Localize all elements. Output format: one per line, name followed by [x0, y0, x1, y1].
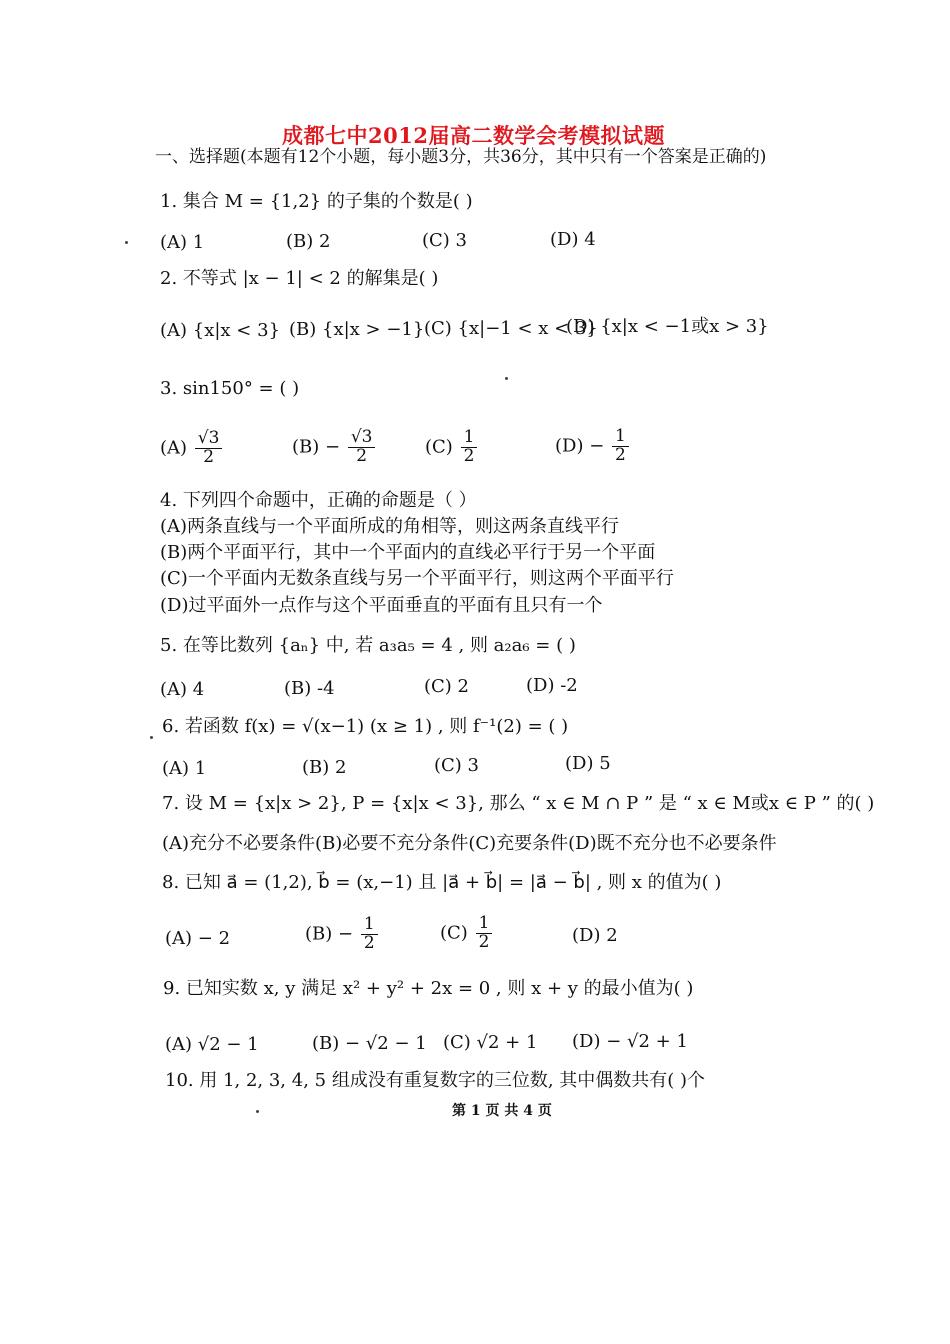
question-3-option-c [425, 429, 479, 466]
option-b-label: (B) − [292, 436, 341, 458]
question-6-option-c: (C) 3 [434, 755, 479, 776]
question-1-option-a: (A) 1 [160, 232, 205, 253]
question-7-stem: 7. 设 M = {x|x > 2}, P = {x|x < 3}, 那么 “ x ∈ M ∩ P ” 是 “ x ∈ M或x ∈ P ” 的( ) [162, 793, 875, 814]
question-6-option-b: (B) 2 [302, 757, 347, 778]
section-heading: 一、选择题(本题有12个小题，每小题3分，共36分，其中只有一个答案是正确的) [155, 147, 767, 167]
scan-speck [125, 241, 128, 244]
question-5-option-d: (D) -2 [526, 675, 578, 696]
option-d-label: (D) − [555, 435, 605, 457]
question-3-stem: 3. sin150° = ( ) [160, 378, 300, 399]
numerator: 1 [476, 915, 493, 934]
question-2-option-d: (D) {x|x < −1或x > 3} [566, 316, 769, 337]
question-4-option-a: (A)两条直线与一个平面所成的角相等，则这两条直线平行 [160, 516, 620, 537]
question-5-option-b: (B) -4 [284, 678, 335, 699]
question-9-option-d: (D) − √2 + 1 [572, 1031, 688, 1052]
question-4-option-d: (D)过平面外一点作与这个平面垂直的平面有且只有一个 [160, 595, 603, 616]
question-4-option-c: (C)一个平面内无数条直线与另一个平面平行，则这两个平面平行 [160, 568, 674, 589]
denominator: 2 [478, 931, 490, 952]
question-3-option-a [160, 430, 224, 467]
question-8-option-d: (D) 2 [572, 925, 618, 946]
denominator: 2 [356, 445, 368, 466]
question-3-option-b [292, 429, 377, 466]
denominator: 2 [463, 445, 475, 466]
numerator: √3 [195, 430, 223, 449]
denominator: 2 [615, 444, 626, 465]
option-b-label: (B) − [305, 923, 354, 945]
fraction [461, 429, 478, 466]
question-1-stem: 1. 集合 M = {1,2} 的子集的个数是( ) [160, 191, 473, 212]
question-6-option-a: (A) 1 [162, 758, 207, 779]
option-c-label: (C) [440, 922, 468, 944]
question-1-option-c: (C) 3 [422, 230, 467, 251]
page-title: 成都七中2012届高二数学会考模拟试题 [282, 123, 665, 148]
question-1-option-b: (B) 2 [286, 231, 331, 252]
fraction [348, 429, 376, 466]
question-4-stem: 4. 下列四个命题中，正确的命题是（ ） [160, 490, 477, 511]
question-8-option-c [440, 915, 494, 952]
question-5-stem: 5. 在等比数列 {aₙ} 中, 若 a₃a₅ = 4 , 则 a₂a₆ = ( ) [160, 635, 576, 656]
fraction [476, 915, 493, 952]
denominator: 2 [203, 446, 215, 467]
numerator: 1 [461, 429, 478, 448]
question-9-option-b: (B) − √2 − 1 [312, 1033, 427, 1054]
question-8-stem: 8. 已知 a⃗ = (1,2), b⃗ = (x,−1) 且 |a⃗ + b⃗| = |a⃗ − b⃗| , 则 x 的值为( ) [162, 872, 722, 893]
question-2-option-a: (A) {x|x < 3} [160, 320, 281, 341]
question-5-option-c: (C) 2 [424, 676, 469, 697]
fraction [195, 430, 223, 467]
question-2-option-c: (C) {x|−1 < x < 3} [424, 318, 598, 339]
question-9-option-c: (C) √2 + 1 [443, 1032, 538, 1053]
question-8-option-a: (A) − 2 [165, 928, 231, 949]
fraction [361, 916, 378, 953]
question-1-option-d: (D) 4 [550, 229, 596, 250]
scan-speck [505, 377, 508, 380]
option-a-label: (A) [160, 437, 188, 459]
question-6-option-d: (D) 5 [565, 753, 611, 774]
question-2-stem: 2. 不等式 |x − 1| < 2 的解集是( ) [160, 268, 439, 289]
denominator: 2 [363, 932, 375, 953]
question-9-option-a: (A) √2 − 1 [165, 1034, 259, 1055]
option-c-label: (C) [425, 436, 453, 458]
numerator: 1 [612, 428, 629, 447]
question-10-stem: 10. 用 1, 2, 3, 4, 5 组成没有重复数字的三位数, 其中偶数共有( )个 [165, 1070, 706, 1091]
question-5-option-a: (A) 4 [160, 679, 205, 700]
numerator: √3 [348, 429, 376, 448]
question-4-option-b: (B)两个平面平行，其中一个平面内的直线必平行于另一个平面 [160, 542, 656, 563]
scan-speck [150, 736, 153, 739]
numerator: 1 [361, 916, 378, 935]
question-2-option-b: (B) {x|x > −1} [289, 319, 425, 340]
scan-speck [256, 1110, 259, 1113]
question-6-stem: 6. 若函数 f(x) = √(x−1) (x ≥ 1) , 则 f⁻¹(2) = ( ) [162, 716, 569, 737]
question-8-option-b [305, 916, 380, 953]
page-footer: 第 1 页 共 4 页 [452, 1103, 552, 1119]
question-7-options: (A)充分不必要条件(B)必要不充分条件(C)充要条件(D)既不充分也不必要条件 [162, 833, 777, 854]
question-3-option-d [555, 428, 631, 465]
fraction [612, 428, 629, 465]
question-9-stem: 9. 已知实数 x, y 满足 x² + y² + 2x = 0 , 则 x + y 的最小值为( ) [163, 978, 694, 999]
